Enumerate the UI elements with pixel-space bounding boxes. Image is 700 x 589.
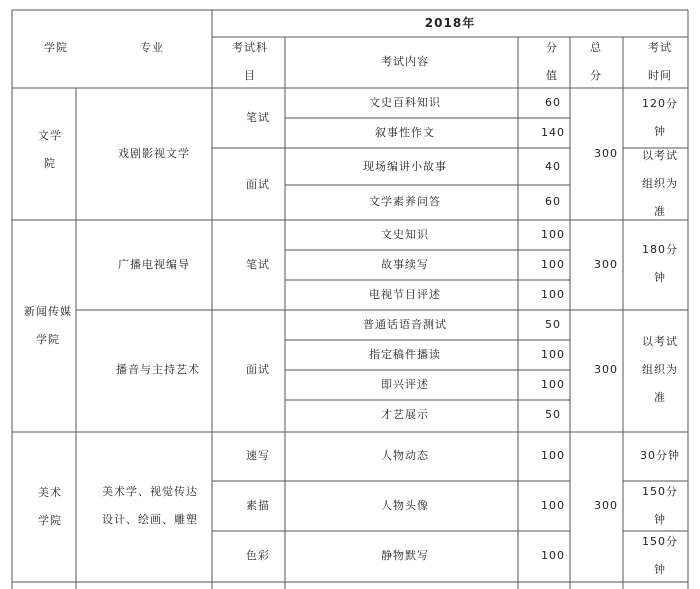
major-name: 播音与主持艺术 <box>116 363 200 376</box>
time-cell: 180分钟 <box>642 243 678 284</box>
major-name: 广播电视编导 <box>118 258 190 271</box>
header-major: 专业 <box>140 41 164 54</box>
header-subject: 考试科目 <box>232 41 268 82</box>
score-cell: 100 <box>541 549 565 562</box>
time-cell: 150分钟 <box>642 535 678 576</box>
score-cell: 100 <box>541 449 565 462</box>
time-cell: 30分钟 <box>640 449 680 462</box>
score-cell: 100 <box>541 258 565 271</box>
score-cell: 100 <box>541 378 565 391</box>
header-college: 学院 <box>44 41 68 54</box>
content-cell: 人物头像 <box>381 499 429 512</box>
content-cell: 现场编讲小故事 <box>363 160 447 173</box>
header-content: 考试内容 <box>381 55 429 68</box>
time-cell: 150分钟 <box>642 485 678 526</box>
time-cell: 120分钟 <box>642 97 678 138</box>
year-header: 2018年 <box>424 16 476 30</box>
content-cell: 静物默写 <box>381 549 429 562</box>
content-cell: 文史知识 <box>381 228 429 241</box>
content-cell: 故事续写 <box>381 258 429 271</box>
score-cell: 40 <box>545 160 561 173</box>
subject-name: 素描 <box>246 499 270 512</box>
score-cell: 100 <box>541 288 565 301</box>
content-cell: 叙事性作文 <box>375 126 435 139</box>
score-cell: 50 <box>545 408 561 421</box>
content-cell: 即兴评述 <box>381 378 429 391</box>
college-name: 美术学院 <box>38 486 62 527</box>
college-name: 文学院 <box>38 129 62 170</box>
major-name: 美术学、视觉传达设计、绘画、雕塑 <box>102 485 198 526</box>
content-cell: 普通话语音测试 <box>363 318 447 331</box>
header-total: 总分 <box>590 41 602 82</box>
subject-name: 面试 <box>246 178 270 191</box>
score-cell: 100 <box>541 499 565 512</box>
content-cell: 人物动态 <box>381 449 429 462</box>
content-cell: 电视节目评述 <box>369 288 441 301</box>
total-cell: 300 <box>594 258 618 271</box>
header-score: 分值 <box>546 41 558 82</box>
score-cell: 140 <box>541 126 565 139</box>
score-cell: 60 <box>545 195 561 208</box>
subject-name: 面试 <box>246 363 270 376</box>
subject-name: 笔试 <box>246 111 270 124</box>
total-cell: 300 <box>594 147 618 160</box>
score-cell: 100 <box>541 348 565 361</box>
score-cell: 50 <box>545 318 561 331</box>
time-cell: 以考试组织为准 <box>642 149 678 218</box>
subject-name: 色彩 <box>246 549 270 562</box>
college-name: 新闻传媒学院 <box>24 305 72 346</box>
content-cell: 才艺展示 <box>381 408 429 421</box>
content-cell: 指定稿件播读 <box>369 348 441 361</box>
subject-name: 速写 <box>246 449 270 462</box>
total-cell: 300 <box>594 363 618 376</box>
time-cell: 以考试组织为准 <box>642 335 678 404</box>
major-name: 戏剧影视文学 <box>118 147 190 160</box>
subject-name: 笔试 <box>246 258 270 271</box>
total-cell: 300 <box>594 499 618 512</box>
score-cell: 100 <box>541 228 565 241</box>
header-time: 考试时间 <box>648 41 672 82</box>
content-cell: 文史百科知识 <box>369 96 441 109</box>
content-cell: 文学素养问答 <box>369 195 441 208</box>
score-cell: 60 <box>545 96 561 109</box>
